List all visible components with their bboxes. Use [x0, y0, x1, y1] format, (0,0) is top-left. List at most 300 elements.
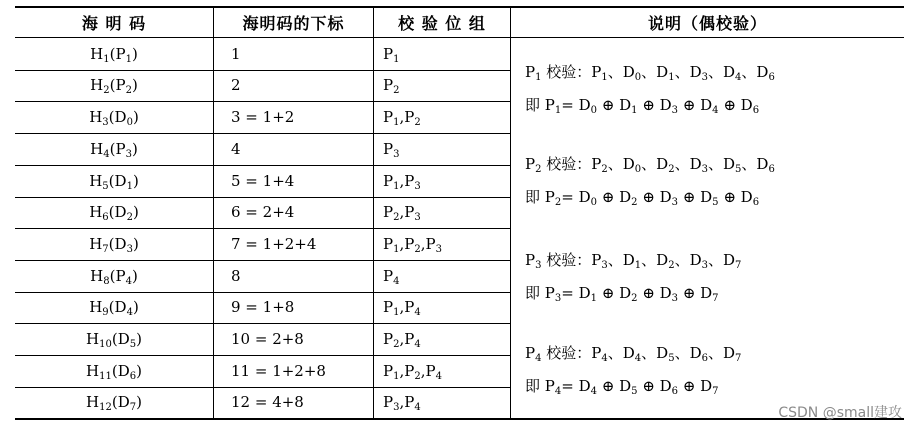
symbol-subscript: 4	[735, 72, 742, 83]
bit-meaning	[115, 172, 133, 190]
symbol-letter: P	[383, 234, 394, 253]
hamming-bit	[89, 235, 108, 253]
xor-operator: ⊕	[597, 284, 620, 302]
symbol-letter: P	[383, 393, 394, 412]
paren: )	[136, 393, 142, 412]
hamming-bit	[89, 108, 109, 129]
check-label: 校验：	[541, 344, 592, 362]
symbol-subscript: 1	[590, 293, 597, 304]
check-term	[623, 251, 641, 269]
equals: =	[561, 96, 579, 114]
parity-bit	[525, 251, 541, 269]
check-term	[690, 251, 708, 269]
separator: 、	[607, 155, 623, 173]
hamming-bit	[90, 267, 109, 285]
symbol-letter: D	[659, 284, 672, 302]
paren: )	[136, 330, 142, 349]
symbol-subscript: 3	[601, 260, 608, 271]
symbol-subscript: 1	[126, 180, 133, 192]
equals: =	[561, 284, 579, 302]
check-bit	[404, 108, 421, 129]
paren: (	[111, 361, 118, 380]
comma: ,	[399, 298, 405, 317]
check-bit	[383, 45, 399, 63]
symbol-subscript: 2	[668, 260, 675, 271]
symbol-subscript: 5	[668, 353, 675, 364]
paren: )	[132, 234, 139, 253]
symbol-letter: D	[659, 96, 672, 114]
check-term	[756, 155, 774, 173]
separator: 、	[674, 344, 690, 362]
hamming-bit-cell	[15, 101, 213, 133]
symbol-subscript: 5	[102, 180, 109, 192]
equals: =	[561, 188, 579, 206]
xor-term	[619, 284, 637, 302]
check-bit	[383, 203, 400, 224]
check-group-cell	[383, 292, 509, 324]
symbol-subscript: 4	[435, 370, 442, 382]
check-group-cell	[383, 70, 509, 102]
symbol-subscript: 3	[414, 212, 421, 224]
symbol-subscript: 9	[102, 307, 109, 319]
symbol-subscript: 2	[535, 164, 542, 175]
check-group-cell	[383, 165, 509, 197]
check-bit	[383, 267, 399, 285]
symbol-letter: P	[525, 251, 536, 269]
symbol-subscript: 1	[668, 72, 675, 83]
symbol-letter: P	[404, 298, 415, 317]
symbol-letter: D	[689, 155, 702, 173]
paren: (	[111, 330, 118, 349]
symbol-subscript: 7	[102, 243, 109, 255]
symbol-subscript: 5	[129, 339, 137, 351]
code-index-cell: 10 = 2+8	[231, 330, 304, 349]
code-index-cell: 4	[231, 139, 241, 158]
hamming-bit-cell	[15, 133, 213, 165]
symbol-subscript: 4	[634, 353, 642, 364]
check-term	[656, 155, 674, 173]
hamming-bit-cell	[15, 228, 213, 260]
xor-operator: ⊕	[637, 284, 660, 302]
equation-prefix: 即	[525, 377, 545, 395]
symbol-subscript: 4	[712, 105, 719, 116]
equals: =	[561, 377, 579, 395]
comma: ,	[420, 234, 426, 253]
check-bit	[383, 235, 399, 253]
symbol-subscript: 2	[126, 212, 133, 224]
check-term	[656, 251, 674, 269]
symbol-letter: H	[89, 234, 103, 253]
xor-operator: ⊕	[597, 96, 620, 114]
symbol-letter: D	[656, 344, 669, 362]
symbol-subscript: 8	[103, 275, 110, 287]
symbol-subscript: 4	[393, 275, 400, 287]
separator: 、	[641, 344, 657, 362]
parity-bit	[525, 155, 541, 173]
symbol-subscript: 2	[601, 164, 608, 175]
symbol-letter: D	[740, 96, 753, 114]
xor-operator: ⊕	[718, 188, 741, 206]
symbol-subscript: 0	[590, 197, 597, 208]
check-term	[723, 344, 741, 362]
symbol-subscript: 3	[671, 105, 679, 116]
xor-equation-line	[525, 284, 719, 304]
symbol-letter: D	[723, 63, 736, 81]
check-bit	[404, 330, 421, 351]
check-term	[690, 344, 708, 362]
symbol-subscript: 1	[125, 53, 132, 65]
code-index-cell: 3 = 1+2	[231, 108, 295, 127]
symbol-subscript: 7	[129, 402, 137, 414]
check-bit	[426, 235, 442, 253]
paren: (	[108, 171, 115, 190]
code-index-cell: 1	[231, 44, 241, 63]
symbol-letter: P	[404, 330, 415, 349]
code-index-cell: 2	[231, 76, 241, 95]
symbol-subscript: 2	[414, 243, 421, 255]
bit-meaning	[116, 267, 132, 285]
check-term	[690, 155, 708, 173]
parity-bit	[545, 284, 561, 302]
hamming-bit-cell	[15, 260, 213, 292]
hamming-bit-cell	[15, 38, 213, 70]
symbol-letter: H	[89, 171, 103, 190]
symbol-subscript: 6	[701, 353, 708, 364]
symbol-letter: D	[689, 251, 702, 269]
check-group-cell	[383, 355, 509, 387]
header-check-group: 校 验 位 组	[398, 14, 486, 33]
parity-bit	[545, 377, 561, 395]
check-term	[656, 63, 674, 81]
paren: (	[108, 234, 115, 253]
symbol-subscript: 5	[735, 164, 742, 175]
check-bit	[404, 362, 420, 380]
xor-equation-line	[525, 377, 719, 397]
check-group-cell	[383, 38, 509, 70]
xor-term	[660, 188, 678, 206]
check-bit	[383, 298, 400, 319]
symbol-letter: D	[114, 234, 127, 253]
xor-term	[700, 188, 718, 206]
symbol-subscript: 11	[99, 370, 112, 382]
symbol-subscript: 1	[393, 180, 400, 192]
symbol-subscript: 0	[590, 105, 597, 116]
symbol-letter: D	[622, 251, 635, 269]
column-divider	[510, 7, 511, 419]
symbol-subscript: 1	[393, 243, 400, 255]
hamming-bit-cell	[15, 197, 213, 229]
symbol-letter: H	[90, 44, 104, 63]
symbol-letter: D	[619, 188, 632, 206]
symbol-letter: H	[89, 108, 103, 127]
symbol-letter: D	[114, 108, 127, 127]
symbol-subscript: 3	[414, 180, 421, 192]
separator: 、	[707, 155, 723, 173]
symbol-letter: P	[525, 344, 536, 362]
symbol-subscript: 4	[590, 386, 597, 397]
xor-term	[660, 377, 678, 395]
separator: 、	[607, 251, 623, 269]
symbol-letter: D	[114, 203, 127, 222]
symbol-subscript: 1	[393, 307, 400, 319]
paren: )	[131, 76, 138, 95]
check-term	[656, 344, 674, 362]
symbol-letter: P	[591, 63, 602, 81]
xor-equation-line	[525, 188, 760, 208]
paren: (	[109, 266, 116, 285]
symbol-subscript: 3	[701, 72, 708, 83]
bit-meaning	[115, 235, 133, 253]
bit-meaning	[116, 140, 132, 158]
separator: 、	[674, 251, 690, 269]
symbol-letter: D	[578, 188, 591, 206]
check-label: 校验：	[541, 155, 592, 173]
symbol-letter: P	[383, 266, 394, 285]
symbol-letter: D	[740, 188, 753, 206]
symbol-letter: D	[117, 361, 130, 380]
symbol-letter: P	[115, 44, 126, 63]
xor-operator: ⊕	[718, 96, 741, 114]
symbol-subscript: 4	[126, 307, 133, 319]
symbol-letter: D	[622, 155, 635, 173]
symbol-letter: P	[425, 234, 436, 253]
parity-bit	[525, 344, 541, 362]
symbol-subscript: 4	[414, 402, 421, 414]
xor-term	[700, 377, 718, 395]
comma: ,	[399, 171, 405, 190]
symbol-subscript: 2	[393, 85, 400, 97]
hamming-bit-cell	[15, 70, 213, 102]
paren: (	[109, 44, 116, 63]
symbol-letter: D	[578, 377, 591, 395]
symbol-letter: P	[383, 171, 394, 190]
symbol-letter: P	[404, 234, 415, 253]
paren: )	[131, 139, 138, 158]
symbol-subscript: 4	[103, 148, 110, 160]
symbol-subscript: 3	[701, 164, 708, 175]
xor-term	[741, 96, 759, 114]
bit-meaning	[118, 362, 136, 380]
symbol-subscript: 1	[393, 53, 400, 65]
symbol-letter: D	[656, 251, 669, 269]
xor-term	[660, 284, 678, 302]
check-group-cell	[383, 228, 509, 260]
paren: (	[108, 298, 115, 317]
symbol-subscript: 3	[671, 293, 679, 304]
check-equation-line	[525, 344, 742, 364]
symbol-letter: D	[619, 377, 632, 395]
check-group-cell	[383, 197, 509, 229]
symbol-letter: D	[114, 171, 127, 190]
symbol-letter: D	[659, 188, 672, 206]
check-term	[623, 344, 641, 362]
equation-prefix: 即	[525, 96, 545, 114]
xor-operator: ⊕	[678, 377, 701, 395]
separator: 、	[641, 251, 657, 269]
symbol-letter: P	[383, 139, 394, 158]
check-label: 校验：	[541, 251, 592, 269]
symbol-letter: D	[700, 284, 713, 302]
symbol-subscript: 3	[102, 117, 109, 129]
watermark: CSDN @small建攻	[778, 405, 902, 421]
symbol-letter: P	[591, 251, 602, 269]
check-label: 校验：	[541, 63, 592, 81]
symbol-letter: P	[383, 44, 394, 63]
symbol-subscript: 1	[631, 105, 638, 116]
check-group-cell	[383, 323, 509, 355]
code-index-cell: 12 = 4+8	[231, 393, 304, 412]
hamming-bit	[86, 393, 112, 414]
bit-meaning	[117, 393, 137, 414]
separator: 、	[707, 251, 723, 269]
comma: ,	[399, 330, 405, 349]
check-term	[623, 63, 641, 81]
symbol-subscript: 5	[631, 386, 638, 397]
check-equation-line	[525, 251, 742, 271]
check-term	[591, 251, 607, 269]
symbol-subscript: 7	[712, 386, 719, 397]
check-bit	[383, 108, 400, 129]
separator: 、	[607, 63, 623, 81]
symbol-subscript: 7	[735, 353, 742, 364]
xor-term	[579, 188, 597, 206]
symbol-subscript: 2	[631, 293, 638, 304]
check-term	[723, 155, 741, 173]
xor-term	[619, 377, 637, 395]
separator: 、	[674, 63, 690, 81]
xor-operator: ⊕	[678, 284, 701, 302]
symbol-letter: D	[656, 155, 669, 173]
symbol-letter: P	[383, 108, 394, 127]
hamming-bit	[86, 362, 112, 380]
comma: ,	[399, 108, 405, 127]
hamming-bit	[89, 203, 109, 224]
hamming-bit	[89, 298, 109, 319]
symbol-subscript: 2	[393, 339, 400, 351]
hamming-bit	[90, 140, 109, 158]
symbol-letter: D	[619, 96, 632, 114]
hamming-bit-cell	[15, 355, 213, 387]
xor-operator: ⊕	[678, 96, 701, 114]
symbol-letter: D	[700, 96, 713, 114]
symbol-subscript: 1	[103, 53, 110, 65]
symbol-subscript: 6	[671, 386, 679, 397]
xor-operator: ⊕	[597, 188, 620, 206]
symbol-subscript: 3	[554, 293, 562, 304]
paren: )	[132, 108, 139, 127]
symbol-letter: D	[723, 155, 736, 173]
symbol-letter: D	[117, 393, 130, 412]
separator: 、	[607, 344, 623, 362]
check-term	[591, 344, 607, 362]
symbol-letter: H	[86, 393, 100, 412]
symbol-letter: D	[619, 284, 632, 302]
symbol-letter: D	[117, 330, 130, 349]
xor-term	[741, 188, 759, 206]
symbol-subscript: 6	[768, 164, 775, 175]
check-term	[756, 63, 774, 81]
comma: ,	[399, 234, 405, 253]
xor-operator: ⊕	[637, 188, 660, 206]
symbol-letter: H	[89, 203, 103, 222]
symbol-subscript: 1	[393, 370, 400, 382]
separator: 、	[707, 63, 723, 81]
symbol-letter: P	[404, 361, 415, 380]
symbol-letter: D	[723, 251, 736, 269]
bit-meaning	[116, 45, 132, 63]
symbol-letter: D	[578, 96, 591, 114]
symbol-subscript: 7	[712, 293, 719, 304]
symbol-subscript: 3	[435, 243, 442, 255]
check-bit	[383, 76, 400, 97]
comma: ,	[399, 393, 405, 412]
symbol-letter: D	[723, 344, 736, 362]
check-bit	[426, 362, 442, 380]
hamming-bit-cell	[15, 323, 213, 355]
symbol-subscript: 10	[99, 339, 112, 351]
symbol-subscript: 2	[103, 85, 110, 97]
check-group-cell	[383, 133, 509, 165]
equation-prefix: 即	[525, 284, 545, 302]
check-bit	[404, 203, 421, 224]
symbol-subscript: 1	[535, 72, 542, 83]
header-code-index: 海明码的下标	[242, 14, 345, 33]
symbol-subscript: 4	[414, 307, 421, 319]
header-description: 说明（偶校验）	[647, 14, 767, 33]
symbol-subscript: 2	[125, 85, 132, 97]
symbol-subscript: 2	[414, 370, 421, 382]
separator: 、	[641, 155, 657, 173]
check-term	[690, 63, 708, 81]
xor-operator: ⊕	[637, 377, 660, 395]
xor-term	[700, 96, 718, 114]
xor-operator: ⊕	[678, 188, 701, 206]
check-bit	[404, 235, 420, 253]
code-index-cell: 7 = 1+2+4	[231, 234, 317, 253]
check-equation-line	[525, 155, 775, 175]
symbol-subscript: 6	[102, 212, 109, 224]
xor-term	[579, 96, 597, 114]
check-term	[723, 251, 741, 269]
symbol-subscript: 3	[126, 243, 133, 255]
symbol-subscript: 3	[671, 197, 679, 208]
symbol-letter: P	[525, 63, 536, 81]
header-hamming-code: 海 明 码	[81, 14, 147, 33]
symbol-subscript: 1	[554, 105, 562, 116]
separator: 、	[674, 155, 690, 173]
hamming-bit	[90, 76, 110, 97]
symbol-letter: P	[404, 108, 415, 127]
symbol-letter: D	[689, 344, 702, 362]
symbol-subscript: 3	[535, 260, 542, 271]
hamming-bit	[89, 172, 108, 190]
check-term	[591, 63, 607, 81]
symbol-letter: P	[115, 76, 126, 95]
symbol-subscript: 4	[414, 339, 421, 351]
symbol-letter: P	[404, 393, 415, 412]
symbol-letter: D	[114, 298, 127, 317]
symbol-subscript: 4	[535, 353, 542, 364]
parity-bit	[525, 63, 541, 81]
symbol-letter: P	[591, 344, 602, 362]
bit-meaning	[114, 203, 133, 224]
check-bit	[383, 362, 399, 380]
symbol-subscript: 4	[125, 275, 132, 287]
paren: )	[132, 171, 139, 190]
xor-operator: ⊕	[637, 96, 660, 114]
code-index-cell: 8	[231, 266, 241, 285]
symbol-subscript: 3	[393, 148, 400, 160]
